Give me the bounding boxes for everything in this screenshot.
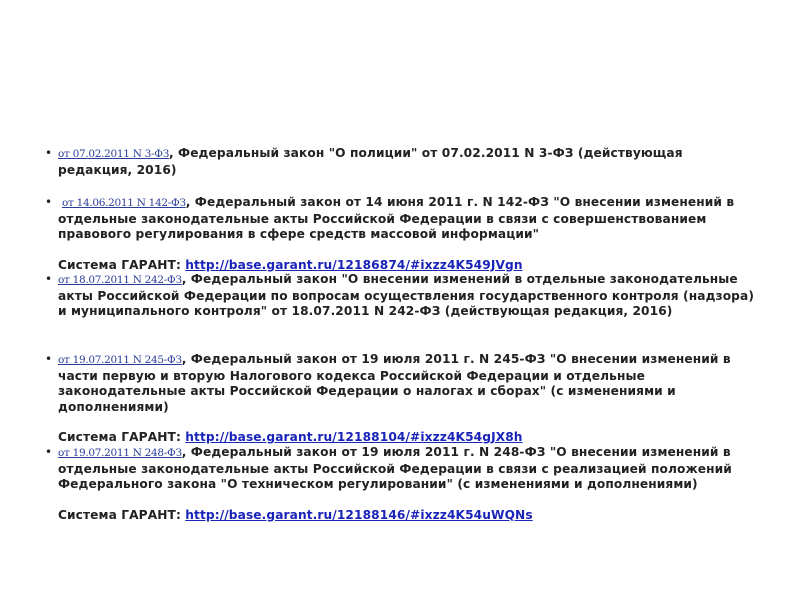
bullet-icon: • [45,195,53,209]
list-item [45,445,758,523]
garant-link[interactable]: http://base.garant.ru/12186874/#ixzz4K549JVgn [185,257,523,272]
list-item [45,146,758,178]
garant-link[interactable]: http://base.garant.ru/12188146/#ixzz4K54uWQNs [185,507,533,522]
garant-system-label: Система ГАРАНТ: [58,257,186,272]
law-description: , Федеральный закон от 19 июля 2011 г. N 248-ФЗ "О внесении изменений в отдельные законодательные акты Российской Федерации в связи с реализацией положений Федерального закона "О техническом регулировании" (с изменениями и дополнениями) [58,445,732,491]
garant-system-line [58,430,758,446]
bullet-icon: • [45,272,53,286]
garant-system-label: Система ГАРАНТ: [58,507,186,522]
garant-system-line [58,258,758,274]
law-description: , Федеральный закон "О полиции" от 07.02.2011 N 3-ФЗ (действующая редакция, 2016) [58,146,683,177]
law-description: , Федеральный закон от 14 июня 2011 г. N 142-ФЗ "О внесении изменений в отдельные законодательные акты Российской Федерации в связи с совершенствованием правового регулирования в сфере средств массовой информации" [58,195,735,241]
law-reference-link[interactable]: от 14.06.2011 N 142-ФЗ [62,197,186,209]
garant-system-label: Система ГАРАНТ: [58,430,186,444]
law-description: , Федеральный закон от 19 июля 2011 г. N 245-ФЗ "О внесении изменений в части первую и вторую Налогового кодекса Российской Федерации и отдельные законодательные акты Российской Федерации о налогах и сборах" (с изменениями и дополнениями) [58,352,731,414]
bullet-icon: • [45,445,53,459]
bullet-icon: • [45,146,53,160]
list-item [45,195,758,273]
law-reference-link[interactable]: от 18.07.2011 N 242-ФЗ [58,274,182,286]
bullet-icon: • [45,352,53,366]
list-item [45,272,758,320]
garant-system-line [58,508,758,524]
law-description: , Федеральный закон "О внесении изменений в отдельные законодательные акты Российской Федерации по вопросам осуществления государственного контроля (надзора) и муниципального контроля" от 18.07.2011 N 242-ФЗ (действующая редакция, 2016) [58,272,754,318]
law-reference-link[interactable]: от 07.02.2011 N 3-ФЗ [58,148,169,160]
law-reference-link[interactable]: от 19.07.2011 N 245-ФЗ [58,354,182,366]
law-reference-link[interactable]: от 19.07.2011 N 248-ФЗ [58,447,182,459]
garant-link[interactable]: http://base.garant.ru/12188104/#ixzz4K54gJX8h [185,430,523,444]
list-item [45,352,758,446]
